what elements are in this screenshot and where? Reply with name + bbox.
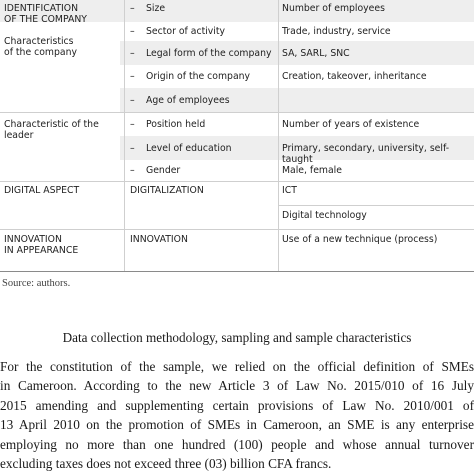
table-cell-category: Characteristic of the leader: [4, 119, 99, 141]
paragraph-line: 2015 amending and supplementing certain provisions of Law No. 2010/001 of: [0, 397, 474, 413]
row-divider: [0, 112, 474, 113]
table-cell-indicator: Trade, industry, service: [282, 26, 391, 37]
table-cell-category: DIGITAL ASPECT: [4, 185, 80, 196]
table-cell-variable: Legal form of the company: [146, 48, 272, 59]
table-cell-category: IDENTIFICATION OF THE COMPANY Characteristics of the company: [4, 3, 87, 58]
table-row: [0, 22, 474, 41]
table-bottom-rule: [0, 271, 474, 272]
paragraph-line: 13 April 2010 on the promotion of SMEs in Cameroon, an SME is any enterprise: [0, 417, 474, 433]
table-cell-indicator: ICT: [282, 185, 297, 196]
table-cell-indicator: Digital technology: [282, 210, 367, 221]
table-cell-dash: –: [130, 119, 135, 130]
paragraph-line: For the constitution of the sample, we relied on the official definition of SMEs: [0, 359, 474, 374]
section-heading: Data collection methodology, sampling and sample characteristics: [62, 330, 412, 345]
table-source-note: Source: authors.: [2, 278, 71, 289]
table-cell-indicator: Number of employees: [282, 3, 385, 14]
table-cell-variable: Age of employees: [146, 95, 230, 106]
table-cell-variable: Size: [146, 3, 166, 14]
table-cell-dash: –: [130, 95, 135, 106]
table-row: [0, 112, 474, 141]
table-cell-dash: –: [130, 165, 135, 176]
table-cell-dash: –: [130, 3, 135, 14]
table-cell-variable: Gender: [146, 165, 181, 176]
table-cell-category: INNOVATION IN APPEARANCE: [4, 234, 79, 256]
table-cell-variable: Level of education: [146, 143, 232, 154]
paragraph-line: excluding taxes does not exceed three (03) billion CFA francs.: [0, 455, 332, 471]
table-cell-indicator: Primary, secondary, university, self-taught: [282, 143, 450, 165]
table-row: [0, 65, 474, 88]
paragraph-line: in Cameroon. According to the new Article 3 of Law No. 2015/010 of 16 July: [0, 378, 474, 394]
table-cell-indicator: Number of years of existence: [282, 119, 420, 130]
table-cell-dash: –: [130, 26, 135, 37]
table-cell-dash: –: [130, 48, 135, 59]
column-divider: [124, 0, 125, 271]
table-cell-indicator: Male, female: [282, 165, 342, 176]
table-row: [120, 136, 474, 165]
table-cell-variable: Sector of activity: [146, 26, 226, 37]
body-paragraph: [0, 357, 474, 473]
row-divider: [0, 229, 474, 230]
table-cell-variable: Origin of the company: [146, 71, 251, 82]
table-row: [120, 88, 474, 112]
column-divider: [278, 0, 279, 271]
table-row: [0, 181, 474, 205]
table-row: [0, 205, 474, 229]
table-row: [0, 229, 474, 271]
table-cell-variable: INNOVATION: [130, 234, 188, 245]
table-cell-indicator: Creation, takeover, inheritance: [282, 71, 427, 82]
paragraph-line: employing no more than one hundred (100) people and whose annual turnover: [0, 436, 474, 452]
table-cell-variable: Position held: [146, 119, 206, 130]
table-cell-indicator: Use of a new technique (process): [282, 234, 438, 245]
table-row: [0, 160, 474, 181]
table-cell-variable: DIGITALIZATION: [130, 185, 204, 196]
table-cell-dash: –: [130, 71, 135, 82]
table-cell-indicator: SA, SARL, SNC: [282, 48, 350, 59]
table-cell-dash: –: [130, 143, 135, 154]
row-divider: [278, 205, 474, 206]
table-row: [120, 41, 474, 65]
row-divider: [0, 181, 474, 182]
